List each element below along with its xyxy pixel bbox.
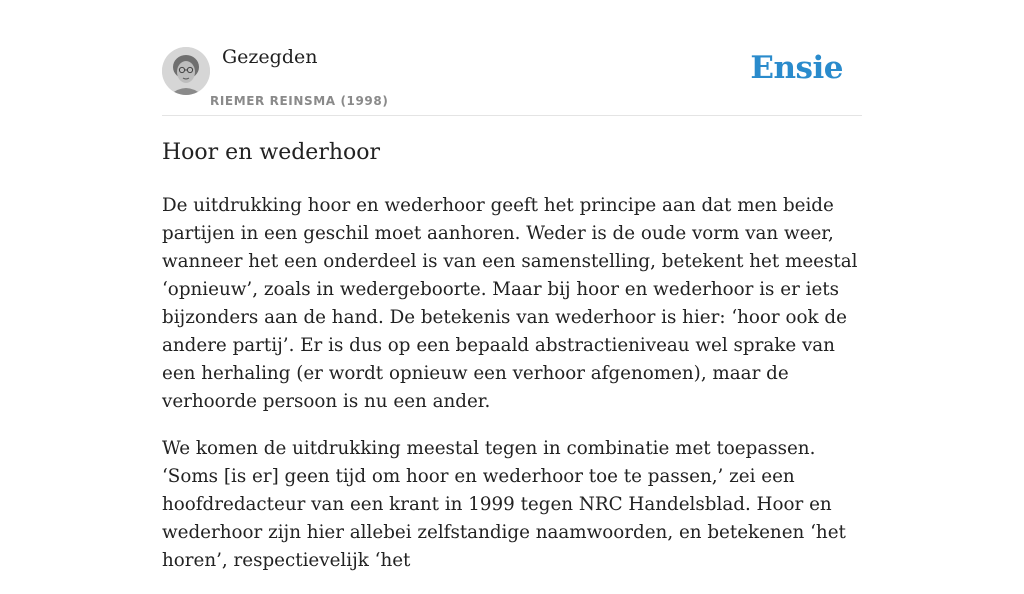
portrait-icon bbox=[162, 47, 210, 95]
article-body bbox=[162, 192, 864, 594]
author-avatar[interactable] bbox=[162, 47, 210, 95]
brand-logo[interactable]: Ensie bbox=[750, 50, 843, 86]
article-paragraph: De uitdrukking hoor en wederhoor geeft het principe aan dat men beide partijen in een geschil moet aanhoren. Weder is de oude vorm van weer, wanneer het een onderdeel is van een samenstelling, betekent het meestal ‘opnieuw’, zoals in wedergeboorte. Maar bij hoor en wederhoor is er iets bijzonders aan de hand. De betekenis van wederhoor is hier: ‘hoor ook de andere partij’. Er is dus op een bepaald abstractieniveau wel sprake van een herhaling (er wordt opnieuw een verhoor afgenomen), maar de verhoorde persoon is nu een ander. bbox=[162, 195, 858, 412]
blog-name[interactable]: Gezegden bbox=[222, 46, 318, 68]
article-page bbox=[162, 0, 862, 571]
article-title: Hoor en wederhoor bbox=[162, 140, 381, 165]
article-header bbox=[162, 0, 862, 116]
author-byline[interactable]: RIEMER REINSMA (1998) bbox=[210, 94, 389, 108]
article-paragraph: We komen de uitdrukking meestal tegen in combinatie met toepassen. ‘Soms [is er] geen tijd om hoor en wederhoor toe te passen,’ zei een hoofdredacteur van een krant in 1999 tegen NRC Handelsblad. Hoor en wederhoor zijn hier allebei zelfstandige naamwoorden, en betekenen ‘het horen’, respectievelijk ‘het bbox=[162, 438, 846, 571]
